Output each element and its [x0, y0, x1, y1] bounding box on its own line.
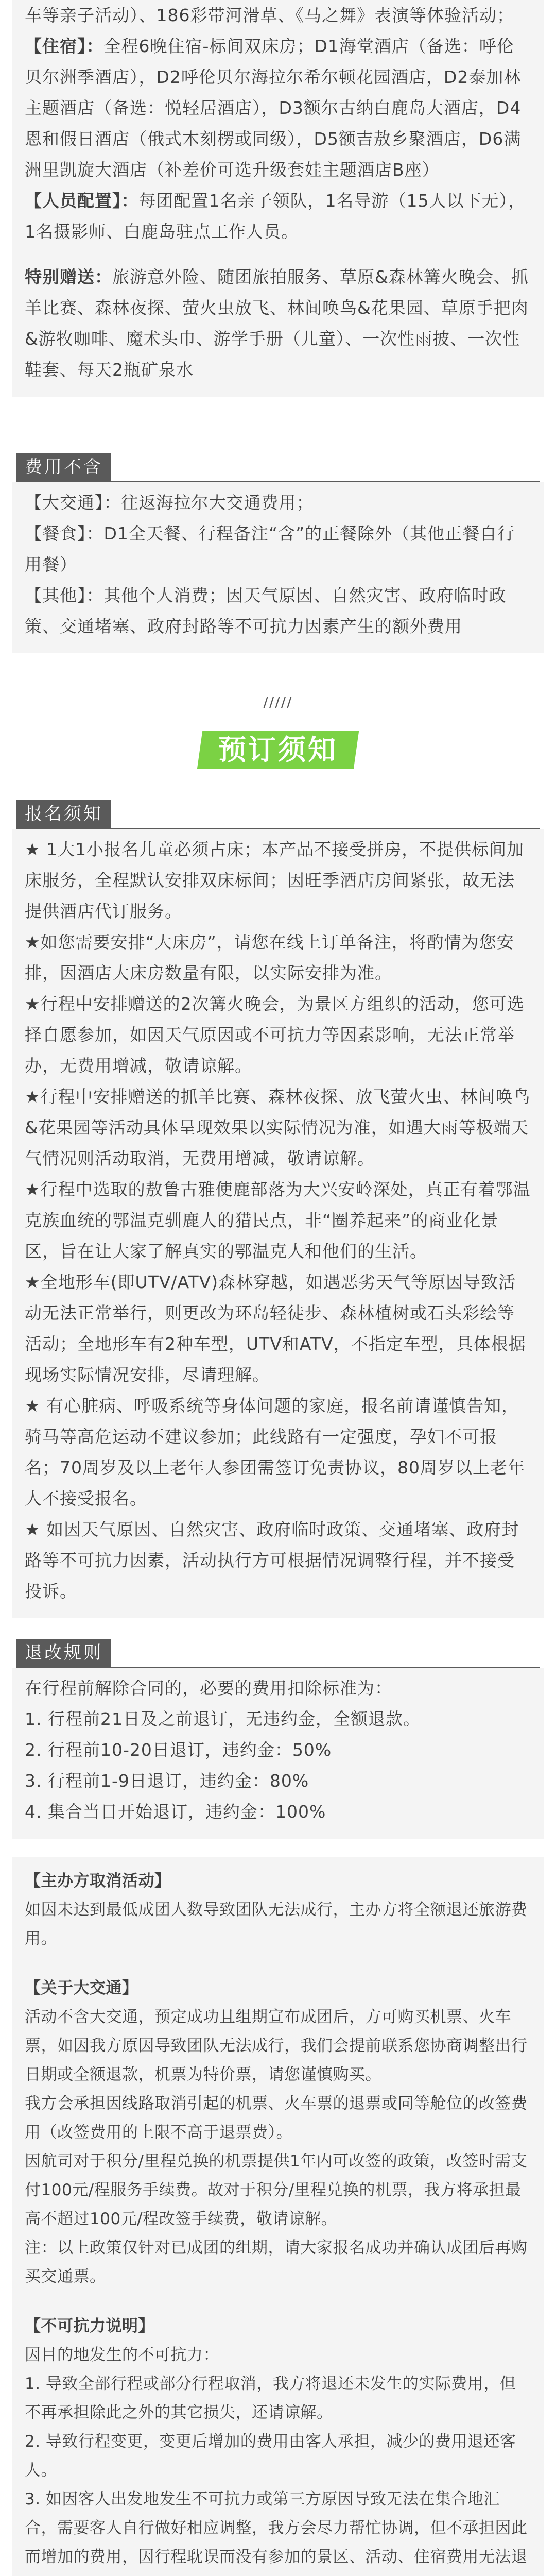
transport-para: 我方会承担因线路取消引起的机票、火车票的退票或同等舱位的改签费用（改签费用的上限不高于退票费）。 — [25, 2094, 528, 2142]
refund-item: 1. 行程前21日及之前退订，无违约金，全额退款。 — [25, 1709, 421, 1729]
excluded-item: 【餐食】：D1全天餐、行程备注“含”的正餐除外（其他正餐自行用餐） — [25, 523, 515, 574]
refund-title: 退改规则 — [16, 1639, 111, 1667]
cancel-title: 【主办方取消活动】 — [25, 1872, 171, 1890]
included-info-block — [12, 0, 544, 397]
booking-badge — [16, 731, 540, 769]
included-line: 车等亲子活动）、186彩带河滑草、《马之舞》表演等体验活动； — [25, 5, 514, 25]
force-para: 1. 导致全部行程或部分行程取消，我方将退还未发生的实际费用，但不再承担除此之外的其它损失，还请谅解。 — [25, 2375, 516, 2422]
excluded-list — [12, 482, 544, 653]
staff-label: 【人员配置】： — [25, 191, 139, 211]
force-title: 【不可抗力说明】 — [25, 2317, 154, 2335]
notice-item: ★ 有心脏病、呼吸系统等身体问题的家庭，报名前请谨慎告知，骑马等高危运动不建议参加；此线路有一定强度，孕妇不可报名；70周岁及以上老年人参团需签订免责协议，80周岁以上老年人不接受报名。 — [25, 1396, 525, 1509]
notice-section — [16, 800, 540, 1618]
gift-info — [25, 262, 531, 385]
notice-item: ★行程中选取的敖鲁古雅使鹿部落为大兴安岭深处，真正有着鄂温克族血统的鄂温克驯鹿人的猎民点，非“圈养起来”的商业化景区，旨在让大家了解真实的鄂温克人和他们的生活。 — [25, 1179, 531, 1261]
staff-text: 每团配置1名亲子领队，1名导游（15人以下无），1名摄影师、白鹿岛驻点工作人员。 — [25, 191, 526, 242]
excluded-title: 费用不含 — [16, 453, 111, 481]
force-para: 2. 导致行程变更，变更后增加的费用由客人承担，减少的费用退还客人。 — [25, 2432, 516, 2480]
gift-text: 旅游意外险、随团旅拍服务、草原&森林篝火晚会、抓羊比赛、森林夜探、萤火虫放飞、林间唤鸟&花果园、草原手把肉&游牧咖啡、魔术头巾、游学手册（儿童）、一次性雨披、一次性鞋套、每天2瓶矿泉水 — [25, 267, 529, 380]
notice-item: ★ 1大1小报名儿童必须占床；本产品不接受拼房，不提供标间加床服务，全程默认安排双床标间；因旺季酒店房间紧张，故无法提供酒店代订服务。 — [25, 839, 525, 921]
notice-list — [12, 829, 544, 1618]
refund-section — [16, 1639, 540, 1839]
excluded-item: 【大交通】：往返海拉尔大交通费用； — [25, 493, 314, 513]
booking-badge-label: 预订须知 — [197, 731, 359, 769]
refund-intro: 在行程前解除合同的，必要的费用扣除标准为： — [25, 1678, 392, 1698]
transport-para: 注：以上政策仅针对已成团的组期，请大家报名成功并确认成团后再购买交通票。 — [25, 2239, 528, 2286]
lodging-label: 【住宿】： — [25, 36, 104, 56]
cancel-text: 如因未达到最低成团人数导致团队无法成行，主办方将全额退还旅游费用。 — [25, 1901, 528, 1948]
lodging-info — [25, 31, 531, 185]
excluded-header — [16, 453, 540, 482]
staff-info — [25, 185, 531, 247]
refund-header — [16, 1639, 540, 1668]
notice-item: ★行程中安排赠送的抓羊比赛、森林夜探、放飞萤火虫、林间唤鸟&花果园等活动具体呈现效果以实际情况为准，如遇大雨等极端天气情况则活动取消，无费用增减，敬请谅解。 — [25, 1087, 531, 1168]
notice-title: 报名须知 — [16, 800, 111, 828]
notice-item: ★ 如因天气原因、自然灾害、政府临时政策、交通堵塞、政府封路等不可抗力因素，活动执行方可根据情况调整行程，并不接受投诉。 — [25, 1519, 519, 1601]
transport-para: 因航司对于积分/里程兑换的机票提供1年内可改签的政策，改签时需支付100元/程服务手续费。故对于积分/里程兑换的机票，我方将承担最高不超过100元/程改签手续费，敬请谅解。 — [25, 2152, 528, 2228]
notice-header — [16, 800, 540, 829]
transport-title: 【关于大交通】 — [25, 1979, 138, 1997]
refund-item: 3. 行程前1-9日退订，违约金：80% — [25, 1771, 309, 1791]
divider — [16, 693, 540, 710]
transport-para: 活动不含大交通，预定成功且组期宣布成团后，方可购买机票、火车票，如因我方原因导致团队无法成行，我们会提前联系您协商调整出行日期或全额退款，机票为特价票，请您谨慎购买。 — [25, 2008, 528, 2084]
force-para: 3. 如因客人出发地发生不可抗力或第三方原因导致无法在集合地汇合，需要客人自行做好相应调整，我方会尽力帮忙协调，但不承担因此而增加的费用，因行程耽误而没有参加的景区、活动、住宿费用无法退 — [25, 2490, 528, 2566]
refund-item: 4. 集合当日开始退订，违约金：100% — [25, 1802, 326, 1822]
refund-list — [12, 1668, 544, 1839]
notice-item: ★全地形车(即UTV/ATV)森林穿越，如遇恶劣天气等原因导致活动无法正常举行，则更改为环岛轻徒步、森林植树或石头彩绘等活动；全地形车有2种车型，UTV和ATV，不指定车型，具体根据现场实际情况安排，尽请理解。 — [25, 1272, 526, 1385]
gift-label: 特别赠送： — [25, 267, 112, 287]
excluded-section — [16, 453, 540, 653]
refund-item: 2. 行程前10-20日退订，违约金：50% — [25, 1740, 332, 1760]
policy-block — [12, 1857, 544, 2576]
force-para: 因目的地发生的不可抗力： — [25, 2346, 219, 2364]
lodging-text: 全程6晚住宿-标间双床房；D1海堂酒店（备选：呼伦贝尔洲季酒店），D2呼伦贝尔海拉尔希尔顿花园酒店，D2泰加林主题酒店（备选：悦轻居酒店），D3额尔古纳白鹿岛大酒店，D4恩和假日酒店（俄式木刻楞或同级），D5额吉敖乡聚酒店，D6满洲里凯旋大酒店（补差价可选升级套娃主题酒店B座） — [25, 36, 522, 180]
divider-slashes: ///// — [263, 693, 293, 710]
excluded-item: 【其他】：其他个人消费；因天气原因、自然灾害、政府临时政策、交通堵塞、政府封路等不可抗力因素产生的额外费用 — [25, 585, 507, 636]
notice-item: ★行程中安排赠送的2次篝火晚会，为景区方组织的活动，您可选择自愿参加，如因天气原因或不可抗力等因素影响，无法正常举办，无费用增减，敬请谅解。 — [25, 994, 525, 1076]
notice-item: ★如您需要安排“大床房”，请您在线上订单备注，将酌情为您安排，因酒店大床房数量有限，以实际安排为准。 — [25, 932, 514, 983]
